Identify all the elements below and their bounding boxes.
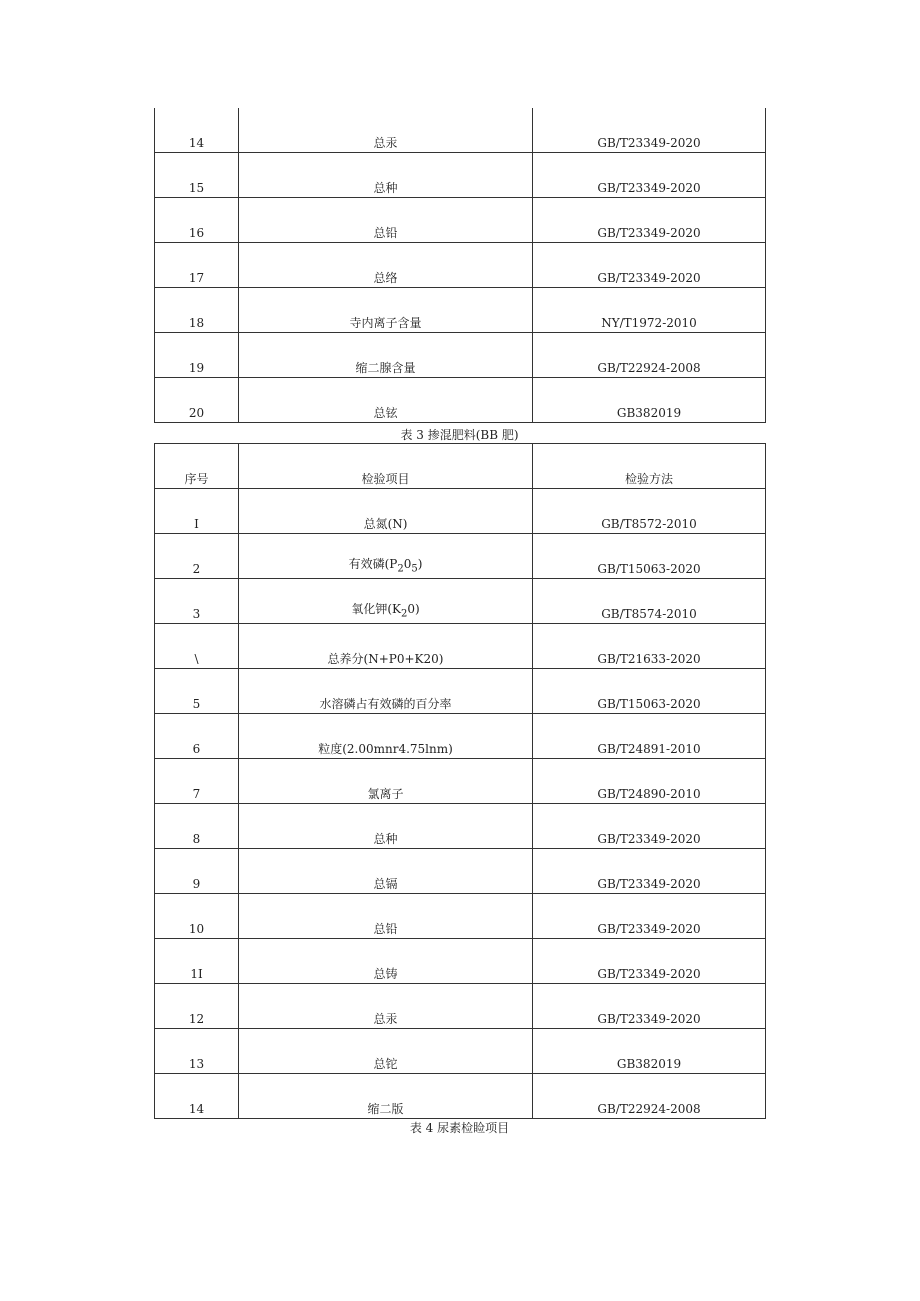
row-number: 19 [155, 333, 239, 378]
table-row [155, 759, 766, 804]
test-item: 总种 [239, 804, 533, 849]
test-item: 寺内离子含量 [239, 288, 533, 333]
test-method: GB382019 [533, 1029, 766, 1074]
test-method: GB/T23349-2020 [533, 894, 766, 939]
table-header-row [155, 444, 766, 489]
row-number: 6 [155, 714, 239, 759]
subscript: 2 [400, 608, 408, 619]
table-row [155, 804, 766, 849]
test-item: 总铸 [239, 939, 533, 984]
subscript: 5 [411, 563, 418, 574]
row-number: 5 [155, 669, 239, 714]
test-method: GB/T8574-2010 [533, 579, 766, 624]
test-item: 总铅 [239, 894, 533, 939]
test-item: 总汞 [239, 984, 533, 1029]
row-number: 12 [155, 984, 239, 1029]
test-method: GB/T22924-2008 [533, 1074, 766, 1119]
table-row [155, 198, 766, 243]
header-number: 序号 [155, 444, 239, 489]
item-text: 0 [403, 556, 412, 571]
table-row [155, 288, 766, 333]
test-method: GB382019 [533, 378, 766, 423]
test-method: GB/T23349-2020 [533, 804, 766, 849]
row-number: 18 [155, 288, 239, 333]
row-number: 16 [155, 198, 239, 243]
row-number: \ [155, 624, 239, 669]
row-number: 9 [155, 849, 239, 894]
table-row [155, 714, 766, 759]
table-3-bb-fertilizer [154, 443, 766, 1119]
test-method: GB/T22924-2008 [533, 333, 766, 378]
table-3-caption: 表 3 掺混肥料(BB 肥) [400, 428, 519, 442]
row-number: 3 [155, 579, 239, 624]
table-4-caption: 表 4 尿素检睑项目 [409, 1121, 510, 1135]
table-row [155, 243, 766, 288]
table-row [155, 108, 766, 153]
test-method: GB/T21633-2020 [533, 624, 766, 669]
item-text: 0) [407, 601, 420, 616]
row-number: 20 [155, 378, 239, 423]
test-item: 总镉 [239, 849, 533, 894]
test-item: 总养分(N+P0+K20) [239, 624, 533, 669]
test-item: 缩二版 [239, 1074, 533, 1119]
test-method: GB/T15063-2020 [533, 534, 766, 579]
test-method: GB/T23349-2020 [533, 849, 766, 894]
row-number: 14 [155, 108, 239, 153]
table-row [155, 624, 766, 669]
test-method: GB/T23349-2020 [533, 939, 766, 984]
test-item: 水溶磷占有效磷的百分率 [239, 669, 533, 714]
table-row [155, 1029, 766, 1074]
test-item: 总络 [239, 243, 533, 288]
table-row [155, 984, 766, 1029]
item-text: 氧化钾(K [351, 601, 401, 616]
row-number: 17 [155, 243, 239, 288]
table-row [155, 579, 766, 624]
test-method: GB/T23349-2020 [533, 984, 766, 1029]
test-method: GB/T15063-2020 [533, 669, 766, 714]
test-method: NY/T1972-2010 [533, 288, 766, 333]
test-method: GB/T23349-2020 [533, 153, 766, 198]
test-method: GB/T23349-2020 [533, 198, 766, 243]
row-number: 7 [155, 759, 239, 804]
test-item: 粒度(2.00mnr4.75lnm) [239, 714, 533, 759]
table-row [155, 153, 766, 198]
test-method: GB/T23349-2020 [533, 108, 766, 153]
header-test-method: 检验方法 [533, 444, 766, 489]
row-number: 14 [155, 1074, 239, 1119]
test-item [239, 534, 533, 579]
table-row [155, 1074, 766, 1119]
table-row [155, 894, 766, 939]
row-number: 10 [155, 894, 239, 939]
table-row [155, 939, 766, 984]
test-item: 总铊 [239, 1029, 533, 1074]
row-number: 1I [155, 939, 239, 984]
row-number: 2 [155, 534, 239, 579]
test-method: GB/T24890-2010 [533, 759, 766, 804]
test-item: 总铉 [239, 378, 533, 423]
row-number: I [155, 489, 239, 534]
row-number: 13 [155, 1029, 239, 1074]
table-row [155, 849, 766, 894]
table-row [155, 378, 766, 423]
table-row [155, 669, 766, 714]
row-number: 8 [155, 804, 239, 849]
test-item: 缩二腺含量 [239, 333, 533, 378]
test-method: GB/T8572-2010 [533, 489, 766, 534]
item-text: ) [417, 556, 423, 571]
test-method: GB/T24891-2010 [533, 714, 766, 759]
table-row [155, 489, 766, 534]
subscript: 2 [397, 563, 404, 574]
table-row [155, 333, 766, 378]
test-item: 总铅 [239, 198, 533, 243]
table-row [155, 534, 766, 579]
test-item: 总氮(N) [239, 489, 533, 534]
test-item: 总汞 [239, 108, 533, 153]
table-continued [154, 108, 766, 423]
test-item: 氯离子 [239, 759, 533, 804]
test-item [239, 579, 533, 624]
row-number: 15 [155, 153, 239, 198]
item-text: 有效磷(P [348, 556, 398, 571]
header-test-item: 检验项目 [239, 444, 533, 489]
test-item: 总种 [239, 153, 533, 198]
test-method: GB/T23349-2020 [533, 243, 766, 288]
